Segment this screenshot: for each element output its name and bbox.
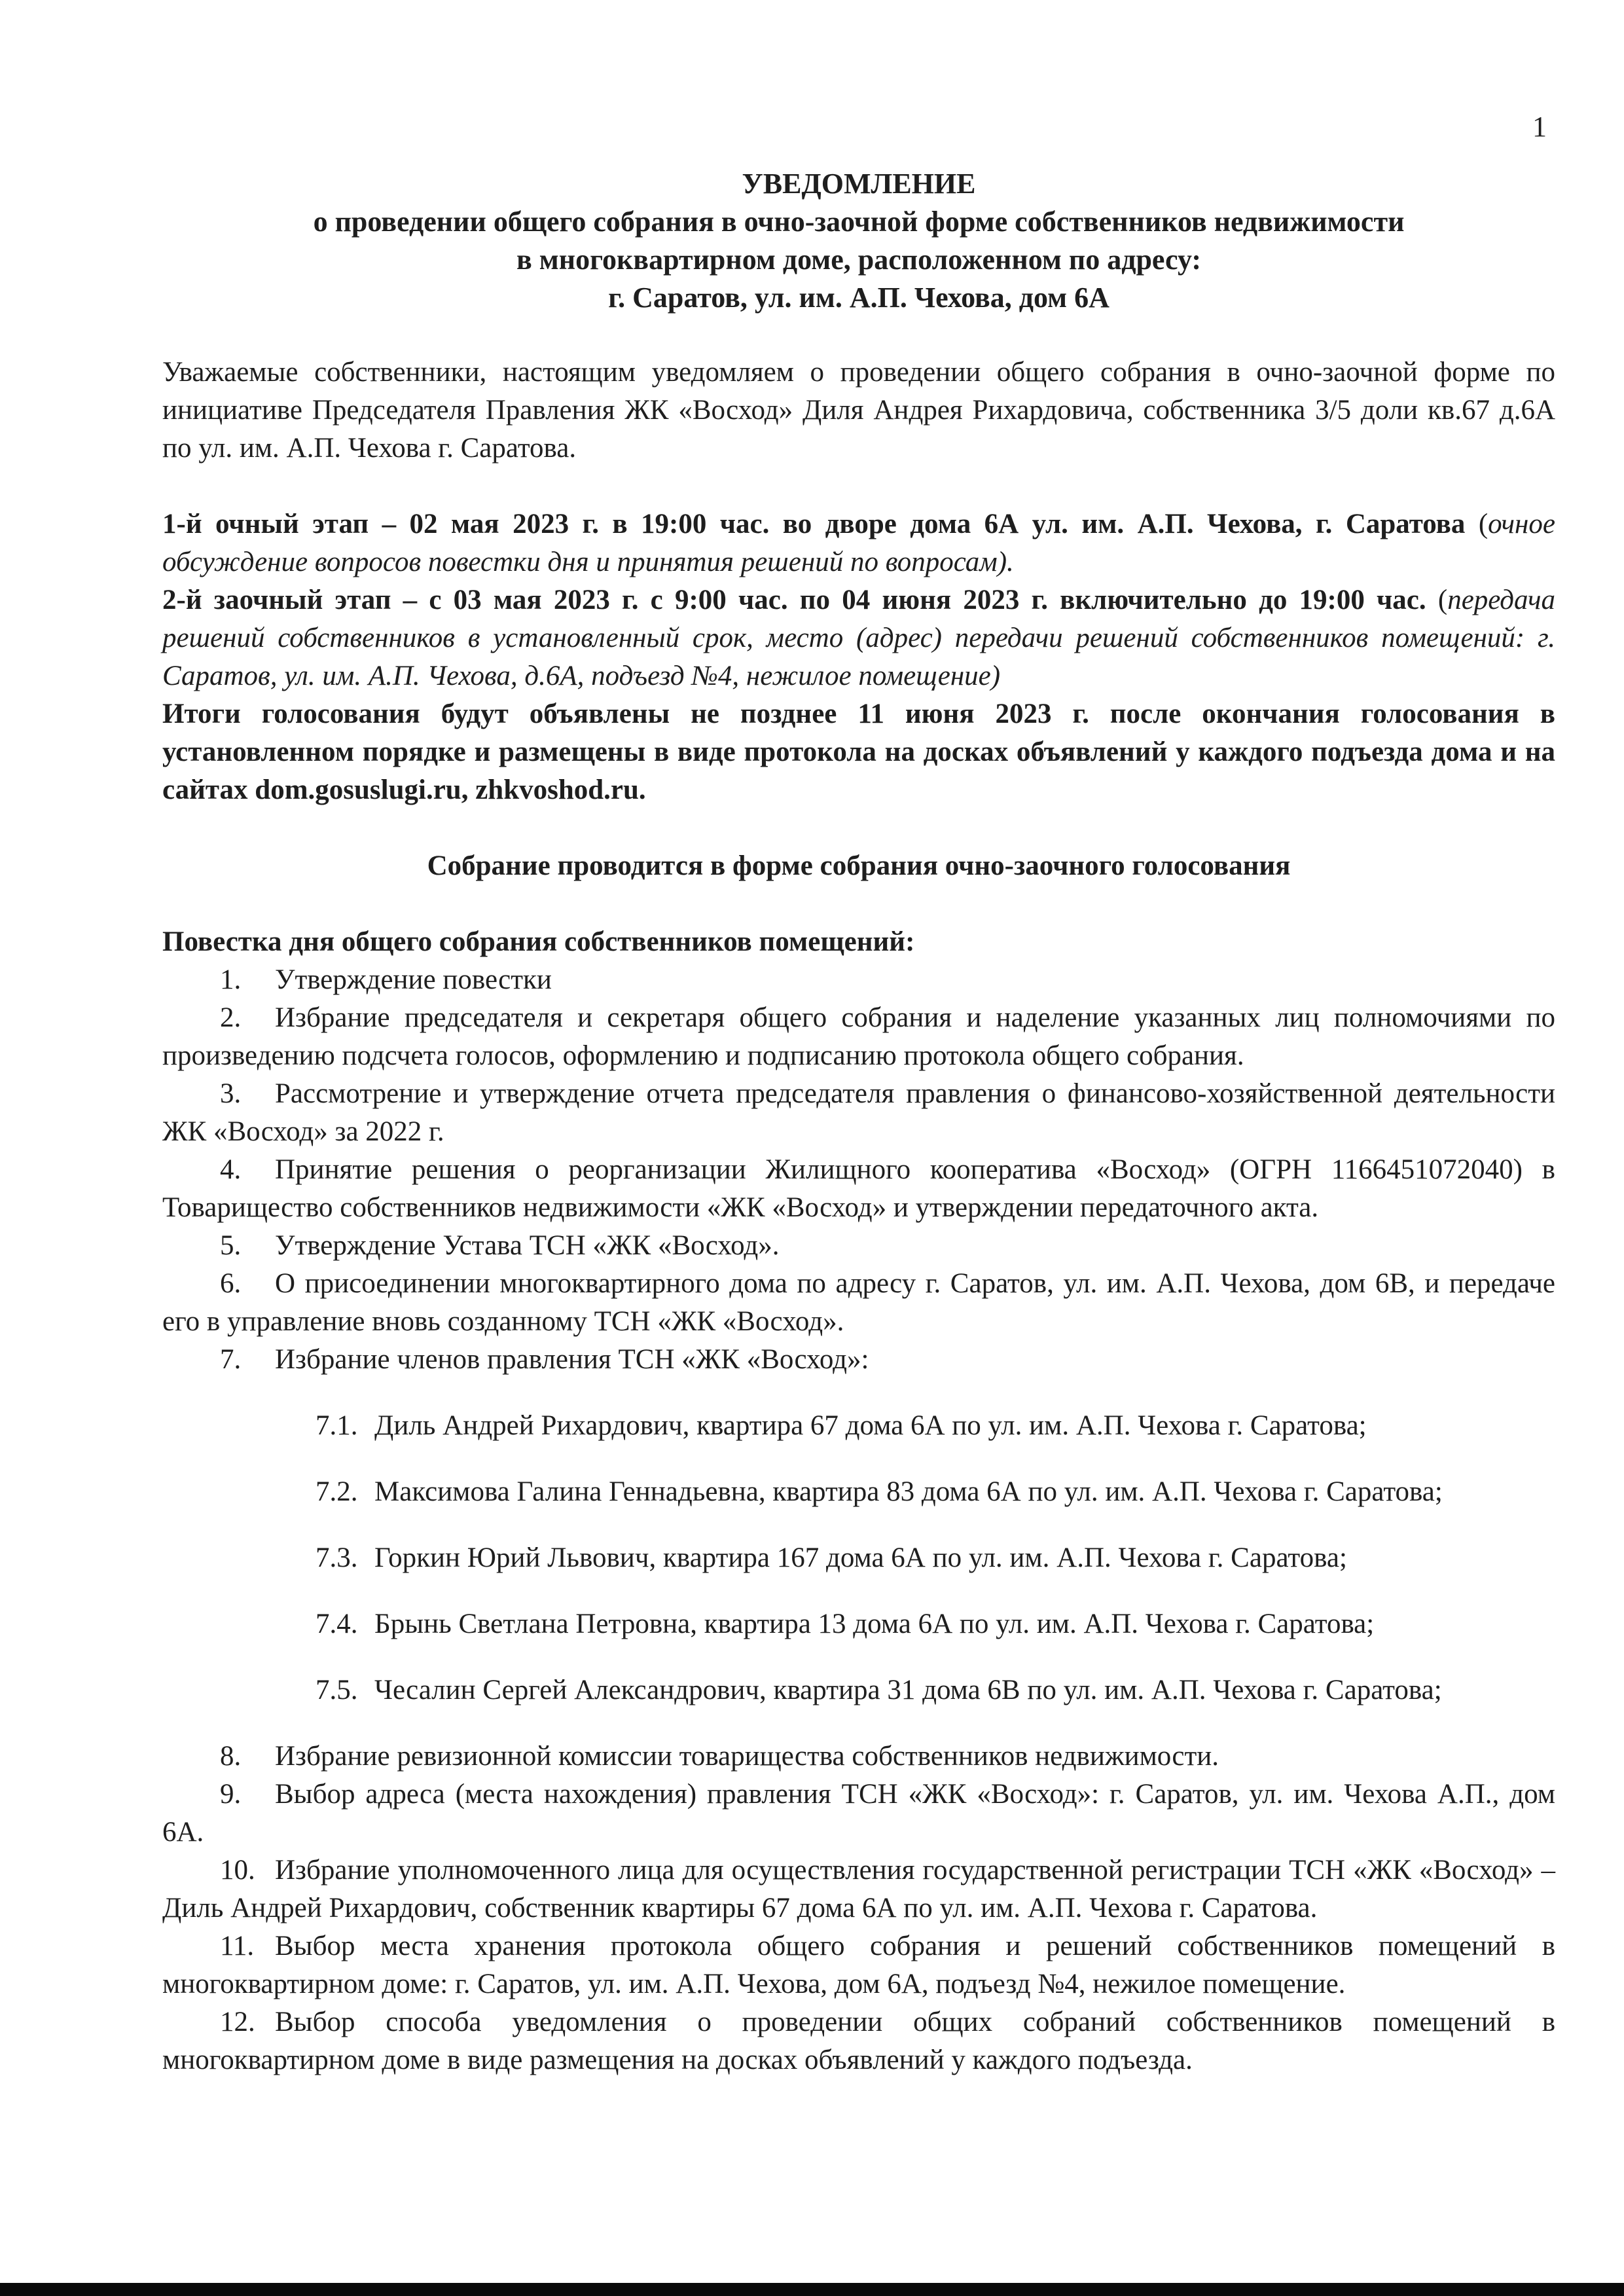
agenda-subitem-7-4 (221, 1605, 1555, 1643)
agenda-text: Принятие решения о реорганизации Жилищного кооператива «Восход» (ОГРН 1166451072040) в Товарищество собственников недвижимости «ЖК «Восход» и утверждении передаточного акта. (162, 1154, 1555, 1223)
agenda-item-7 (162, 1341, 1555, 1379)
meeting-form-line: Собрание проводится в форме собрания очно-заочного голосования (427, 850, 1291, 881)
document-body (162, 165, 1555, 2079)
agenda-number: 7.1. (316, 1410, 358, 1441)
agenda-text: Чесалин Сергей Александрович, квартира 31 дома 6В по ул. им. А.П. Чехова г. Саратова; (374, 1675, 1442, 1705)
agenda-text: Выбор места хранения протокола общего собрания и решений собственников помещений в многоквартирном доме: г. Саратов, ул. им. А.П. Чехова, дом 6А, подъезд №4, нежилое помещение. (162, 1931, 1555, 1999)
agenda-text: О присоединении многоквартирного дома по адресу г. Саратов, ул. им. А.П. Чехова, дом 6В, и передаче его в управление вновь созданному ТСН «ЖК «Восход». (162, 1268, 1555, 1337)
agenda-number: 10. (220, 1855, 255, 1886)
stage-2-bold: 2-й заочный этап – с 03 мая 2023 г. с 9:00 час. по 04 июня 2023 г. включительно до 19:00 час. (162, 585, 1426, 615)
agenda-subitem-7-2 (221, 1473, 1555, 1511)
agenda-item-9 (162, 1776, 1555, 1851)
agenda-item-4 (162, 1151, 1555, 1227)
agenda-text: Избрание уполномоченного лица для осуществления государственной регистрации ТСН «ЖК «Восход» – Диль Андрей Рихардович, собственник квартиры 67 дома 6А по ул. им. А.П. Чехова г. Саратова. (162, 1855, 1555, 1923)
agenda-number: 6. (220, 1268, 242, 1299)
agenda-subitem-7-3 (221, 1539, 1555, 1577)
agenda-item-11 (162, 1927, 1555, 2003)
agenda-item-1 (162, 961, 1555, 999)
title-line-2: о проведении общего собрания в очно-заочной форме собственников недвижимости (313, 206, 1405, 238)
agenda-number: 1. (220, 964, 242, 995)
agenda-item-12 (162, 2003, 1555, 2079)
document-title (162, 165, 1555, 317)
agenda-text: Избрание председателя и секретаря общего собрания и наделение указанных лиц полномочиями по произведению подсчета голосов, оформлению и подписанию протокола общего собрания. (162, 1002, 1555, 1071)
agenda-text: Выбор адреса (места нахождения) правления ТСН «ЖК «Восход»: г. Саратов, ул. им. Чехова А.П., дом 6А. (162, 1779, 1555, 1848)
agenda-number: 3. (220, 1078, 242, 1109)
stages-block (162, 505, 1555, 809)
agenda-text: Брынь Светлана Петровна, квартира 13 дома 6А по ул. им. А.П. Чехова г. Саратова; (374, 1609, 1375, 1639)
title-line-4: г. Саратов, ул. им. А.П. Чехова, дом 6А (608, 282, 1110, 314)
agenda-item-8 (162, 1738, 1555, 1776)
agenda-text: Избрание членов правления ТСН «ЖК «Восход»: (275, 1344, 869, 1375)
agenda-text: Рассмотрение и утверждение отчета председателя правления о финансово-хозяйственной деятельности ЖК «Восход» за 2022 г. (162, 1078, 1555, 1147)
agenda-text: Избрание ревизионной комиссии товарищества собственников недвижимости. (275, 1741, 1219, 1772)
agenda-number: 9. (220, 1779, 242, 1810)
agenda-subitem-7-5 (221, 1671, 1555, 1709)
stage-1-paren: ( (1465, 509, 1489, 539)
agenda-number: 8. (220, 1741, 242, 1772)
agenda-number: 4. (220, 1154, 242, 1185)
agenda-subitem-7-1 (221, 1407, 1555, 1445)
agenda-item-5 (162, 1227, 1555, 1265)
agenda-text: Горкин Юрий Львович, квартира 167 дома 6А по ул. им. А.П. Чехова г. Саратова; (374, 1542, 1347, 1573)
agenda-number: 12. (220, 2007, 255, 2037)
stage-1-italic: очное обсуждение вопросов повестки дня и принятия решений по вопросам). (162, 509, 1555, 577)
agenda-item-6 (162, 1265, 1555, 1341)
agenda-number: 7.5. (316, 1675, 358, 1705)
stage-2-italic: передача решений собственников в установленный срок, место (адрес) передачи решений собственников помещений: г. Саратов, ул. им. А.П. Чехова, д.6А, подъезд №4, нежилое помещение) (162, 585, 1555, 691)
agenda-title: Повестка дня общего собрания собственников помещений: (162, 926, 915, 957)
agenda-number: 7.4. (316, 1609, 358, 1639)
results-paragraph: Итоги голосования будут объявлены не позднее 11 июня 2023 г. после окончания голосования в установленном порядке и размещены в виде протокола на досках объявлений у каждого подъезда дома и на сайтах dom.gosuslugi.ru, zhkvoshod.ru. (162, 699, 1555, 805)
agenda-text: Утверждение повестки (275, 964, 552, 995)
agenda-number: 7.3. (316, 1542, 358, 1573)
stage-1-bold: 1-й очный этап – 02 мая 2023 г. в 19:00 час. во дворе дома 6А ул. им. А.П. Чехова, г. Саратова (162, 509, 1466, 539)
agenda-text: Максимова Галина Геннадьевна, квартира 83 дома 6А по ул. им. А.П. Чехова г. Саратова; (374, 1476, 1443, 1507)
title-line-1: УВЕДОМЛЕНИЕ (742, 168, 976, 200)
scan-bottom-edge (0, 2283, 1624, 2296)
stage-2 (162, 581, 1555, 695)
agenda-item-10 (162, 1851, 1555, 1927)
agenda-list (162, 961, 1555, 2079)
agenda-number: 7. (220, 1344, 242, 1375)
agenda-number: 7.2. (316, 1476, 358, 1507)
title-line-3: в многоквартирном доме, расположенном по адресу: (516, 244, 1202, 276)
intro-paragraph: Уважаемые собственники, настоящим уведомляем о проведении общего собрания в очно-заочной форме по инициативе Председателя Правления ЖК «Восход» Диля Андрея Рихардовича, собственника 3/5 доли кв.67 д.6А по ул. им. А.П. Чехова г. Саратова. (162, 357, 1555, 464)
agenda-text: Утверждение Устава ТСН «ЖК «Восход». (275, 1230, 780, 1261)
agenda-number: 11. (220, 1931, 255, 1961)
agenda-item-2 (162, 999, 1555, 1075)
stage-1 (162, 505, 1555, 581)
agenda-text: Выбор способа уведомления о проведении общих собраний собственников помещений в многоквартирном доме в виде размещения на досках объявлений у каждого подъезда. (162, 2007, 1555, 2075)
agenda-text: Диль Андрей Рихардович, квартира 67 дома 6А по ул. им. А.П. Чехова г. Саратова; (374, 1410, 1367, 1441)
page-number: 1 (1532, 111, 1547, 143)
agenda-number: 2. (220, 1002, 242, 1033)
agenda-item-3 (162, 1075, 1555, 1151)
stage-2-paren: ( (1426, 585, 1448, 615)
agenda-number: 5. (220, 1230, 242, 1261)
